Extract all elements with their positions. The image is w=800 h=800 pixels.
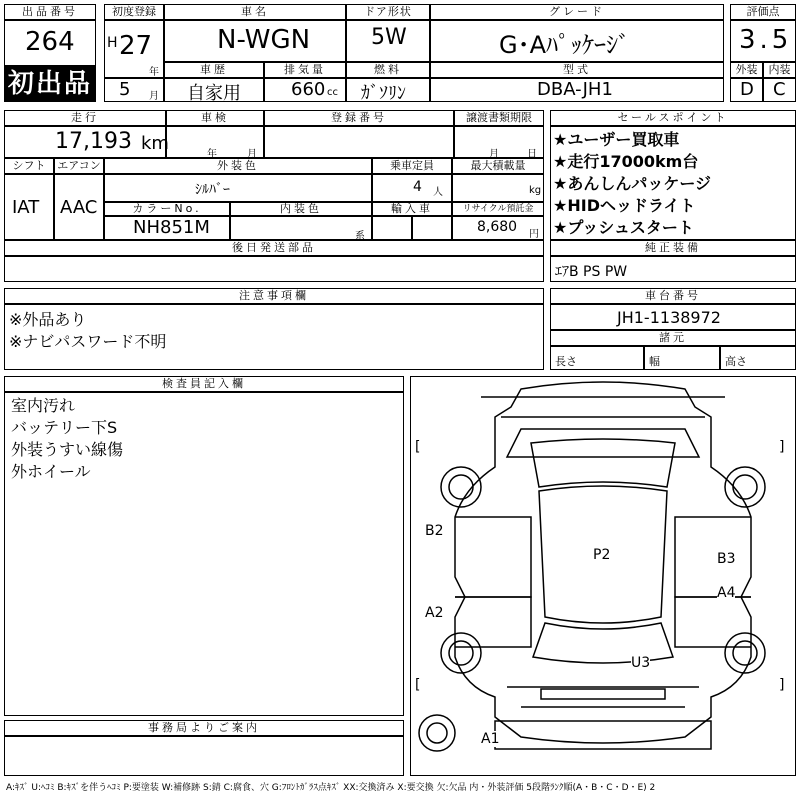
exterior-grade-cell [730, 78, 763, 102]
score-cell [730, 20, 796, 62]
sales-points-label: セールスポイント [550, 110, 796, 126]
transfer-deadline-label: 譲渡書類期限 [454, 110, 544, 126]
fuel-label: 燃料 [346, 62, 430, 78]
displacement: 660 [291, 79, 326, 100]
capacity-unit: 人 [433, 187, 443, 198]
recycle-deposit: 8,680 [477, 219, 518, 235]
bracket-right-top: ] [779, 439, 785, 455]
color-number: NH851M [133, 217, 210, 238]
ac-cell [54, 174, 104, 240]
grade: G･Aﾊﾟｯｹｰｼﾞ [499, 31, 631, 59]
import-car-label: 輸入車 [372, 202, 452, 216]
score-label: 評価点 [730, 4, 796, 20]
inspection-month-unit: 月 [247, 149, 257, 160]
damage-mark-p2: P2 [593, 547, 611, 563]
first-registration-cell [104, 20, 164, 78]
exterior-color-cell [104, 174, 372, 202]
mileage: 17,193 [55, 129, 132, 154]
length-cell [550, 346, 644, 370]
exterior-grade: D [740, 79, 754, 100]
note-item: ※ナビパスワード不明 [9, 332, 167, 351]
damage-diagram [410, 376, 796, 776]
height-label: 高さ [725, 355, 747, 368]
shift-cell [4, 174, 54, 240]
car-name: N-WGN [217, 25, 311, 55]
damage-mark-b3: B3 [717, 551, 736, 567]
width-cell [644, 346, 720, 370]
year-unit: 年 [149, 67, 159, 78]
later-parts-label: 後日発送部品 [4, 240, 544, 256]
inspection-cell [166, 126, 264, 158]
inspector-notes-list [4, 392, 404, 716]
equipment: ｴｱB PS PW [555, 264, 628, 280]
ac-label: エアコン [54, 158, 104, 174]
sales-point: ★ユーザー買取車 [553, 130, 680, 149]
note-item: ※外品あり [9, 310, 87, 329]
car-name-label: 車名 [164, 4, 346, 20]
grade-label: グレード [430, 4, 724, 20]
interior-label: 内装 [763, 62, 796, 78]
max-load-label: 最大積載量 [452, 158, 544, 174]
damage-mark-u3: U3 [631, 655, 651, 671]
recycle-deposit-unit: 円 [529, 229, 539, 240]
registration-month-cell [104, 78, 164, 102]
sales-point: ★プッシュスタート [553, 218, 694, 237]
notes-list [4, 304, 544, 370]
sales-points-list [550, 126, 796, 240]
capacity-cell [372, 174, 452, 202]
door-cell [346, 20, 430, 62]
inspection-label: 車検 [166, 110, 264, 126]
bracket-right-bottom: ] [779, 677, 785, 693]
interior-grade-cell [763, 78, 796, 102]
registration-month: 5 [119, 79, 131, 100]
lot-number-label: 出品番号 [4, 4, 96, 20]
transfer-deadline-cell [454, 126, 544, 158]
damage-mark-a2: A2 [425, 605, 444, 621]
recycle-deposit-cell [452, 216, 544, 240]
damage-mark-a4: A4 [717, 585, 736, 601]
transfer-day-unit: 日 [527, 149, 537, 160]
import-car-cell-b [412, 216, 452, 240]
car-outline-icon [411, 377, 795, 775]
damage-mark-b2: B2 [425, 523, 444, 539]
sales-point: ★走行17000km台 [553, 152, 699, 171]
displacement-cell [264, 78, 346, 102]
history: 自家用 [187, 83, 241, 104]
score: 3.5 [739, 25, 793, 55]
width-label: 幅 [649, 355, 660, 368]
interior-color-unit: 系 [355, 231, 365, 242]
first-listing-badge: 初出品 [4, 66, 96, 102]
inspector-note: バッテリー下S [11, 418, 118, 437]
office-info-cell [4, 736, 404, 776]
model-cell [430, 78, 724, 102]
grade-cell [430, 20, 724, 62]
max-load-unit: kg [529, 185, 542, 196]
model-label: 型式 [430, 62, 724, 78]
mileage-cell [4, 126, 169, 158]
history-cell [164, 78, 264, 102]
shift: IAT [12, 197, 40, 218]
import-car-cell-a [372, 216, 412, 240]
height-cell [720, 346, 796, 370]
inspector-notes-label: 検査員記入欄 [4, 376, 404, 392]
chassis-number-cell [550, 304, 796, 330]
office-info-label: 事務局よりご案内 [4, 720, 404, 736]
sales-point: ★HIDヘッドライト [553, 196, 696, 215]
air-conditioner: AAC [60, 197, 98, 218]
inspector-note: 外装うすい線傷 [11, 440, 124, 459]
capacity: 4 [413, 179, 422, 195]
lot-number-cell [4, 20, 96, 66]
length-label: 長さ [555, 355, 577, 368]
door-label: ドア形状 [346, 4, 430, 20]
registration-year: 27 [119, 31, 153, 61]
fuel-cell [346, 78, 430, 102]
bracket-left-top: [ [415, 439, 421, 455]
equipment-label: 純正装備 [550, 240, 796, 256]
shift-label: シフト [4, 158, 54, 174]
color-number-cell [104, 216, 230, 240]
month-unit: 月 [149, 91, 159, 102]
registration-number-label: 登録番号 [264, 110, 454, 126]
displacement-label: 排気量 [264, 62, 346, 78]
exterior-label: 外装 [730, 62, 763, 78]
fuel: ｶﾞｿﾘﾝ [361, 83, 406, 104]
notes-label: 注意事項欄 [4, 288, 544, 304]
capacity-label: 乗車定員 [372, 158, 452, 174]
transfer-month-unit: 月 [489, 149, 499, 160]
car-name-cell [164, 20, 346, 62]
registration-number-cell [264, 126, 454, 158]
interior-color-label: 内装色 [230, 202, 372, 216]
chassis-number-label: 車台番号 [550, 288, 796, 304]
exterior-color-label: 外装色 [104, 158, 372, 174]
recycle-deposit-label: リサイクル預託金 [452, 202, 544, 216]
exterior-color: ｼﾙﾊﾞｰ [195, 182, 230, 198]
specs-label: 諸元 [550, 330, 796, 346]
first-registration-label: 初度登録 [104, 4, 164, 20]
damage-mark-a1: A1 [481, 731, 500, 747]
lot-number: 264 [25, 27, 75, 57]
equipment-cell [550, 256, 796, 282]
mileage-unit: km [141, 133, 169, 154]
color-number-label: カラーNo. [104, 202, 230, 216]
era: H [107, 35, 118, 51]
inspection-year-unit: 年 [207, 149, 217, 160]
interior-color-cell [230, 216, 372, 240]
bracket-left-bottom: [ [415, 677, 421, 693]
mileage-label: 走行 [4, 110, 166, 126]
displacement-unit: cc [327, 87, 338, 98]
legend-footer: A:ｷｽﾞ U:ﾍｺﾐ B:ｷｽﾞを伴うﾍｺﾐ P:要塗装 W:補修跡 S:錆 C:腐食、穴 G:ﾌﾛﾝﾄｶﾞﾗｽ点ｷｽﾞ XX:交換済み X:要交換 欠:欠品 内・外装評価 5段階ﾗﾝｸ順(A・B・C・D・E) 2 [6, 783, 656, 793]
inspector-note: 外ホイール [11, 462, 91, 481]
interior-grade: C [773, 79, 786, 100]
chassis-number: JH1-1138972 [617, 308, 721, 327]
model: DBA-JH1 [537, 79, 613, 100]
sales-point: ★あんしんパッケージ [553, 174, 712, 193]
door-type: 5W [371, 25, 407, 50]
max-load-cell [452, 174, 544, 202]
history-label: 車歴 [164, 62, 264, 78]
later-parts-cell [4, 256, 544, 282]
inspector-note: 室内汚れ [11, 396, 76, 415]
